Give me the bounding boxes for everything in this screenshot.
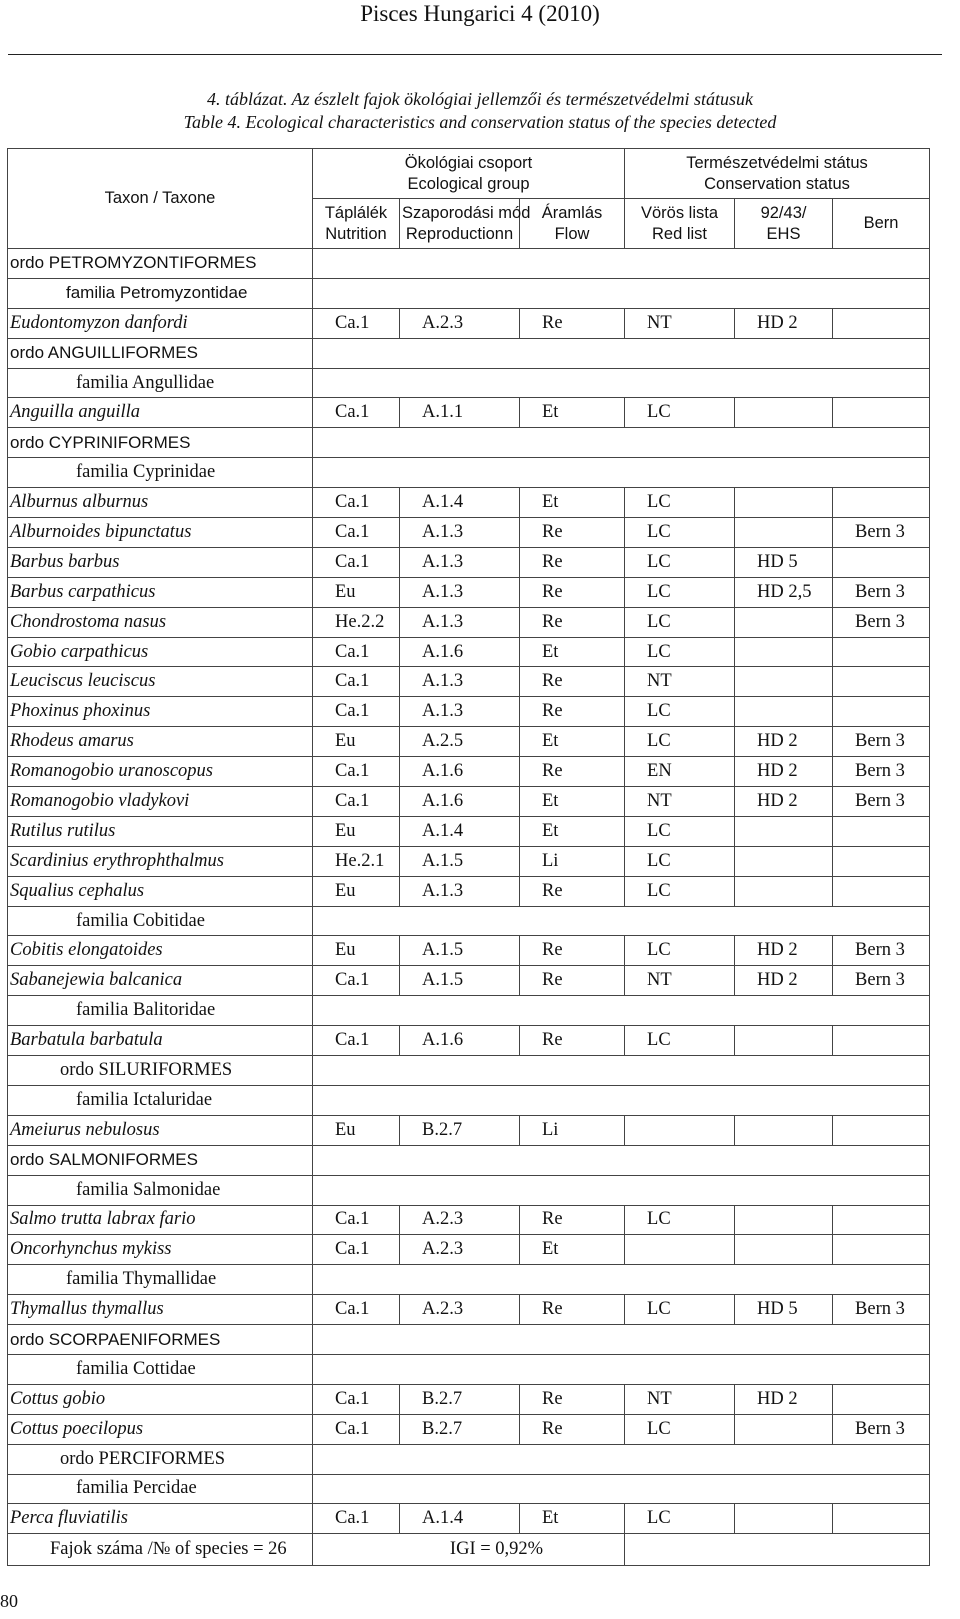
red-list-cell: LC (625, 1414, 735, 1444)
ordo-row (8, 428, 930, 458)
flow-cell: Li (520, 846, 625, 876)
familia-name: familia Balitoridae (8, 996, 313, 1026)
red-list-cell: NT (625, 1384, 735, 1414)
species-name: Thymallus thymallus (8, 1295, 313, 1325)
red-list-cell: LC (625, 488, 735, 518)
red-list-cell: LC (625, 518, 735, 548)
ehs-cell (735, 1235, 833, 1265)
ehs-cell (735, 518, 833, 548)
red-list-cell: LC (625, 637, 735, 667)
species-row (8, 518, 930, 548)
empty-cell (313, 996, 930, 1026)
nutrition-cell: Eu (313, 727, 400, 757)
red-list-cell: NT (625, 787, 735, 817)
species-row (8, 1414, 930, 1444)
total-empty (625, 1534, 930, 1566)
species-row (8, 637, 930, 667)
species-row (8, 846, 930, 876)
red-list-cell: NT (625, 966, 735, 996)
species-name: Oncorhynchus mykiss (8, 1235, 313, 1265)
flow-cell: Li (520, 1115, 625, 1145)
species-count: Fajok száma /№ of species = 26 (8, 1534, 313, 1566)
species-name: Perca fluviatilis (8, 1504, 313, 1534)
flow-cell: Re (520, 308, 625, 338)
species-name: Barbus barbus (8, 547, 313, 577)
empty-cell (313, 1265, 930, 1295)
flow-cell: Re (520, 757, 625, 787)
red-list-cell: NT (625, 308, 735, 338)
header-reproduction (400, 199, 531, 249)
familia-row (8, 996, 930, 1026)
ehs-cell: HD 2 (735, 936, 833, 966)
nutrition-cell: Ca.1 (313, 398, 400, 428)
reproduction-cell: A.1.1 (400, 398, 520, 428)
reproduction-cell: A.1.4 (400, 816, 520, 846)
empty-cell (313, 1145, 930, 1175)
bern-cell (833, 637, 930, 667)
nutrition-cell: Ca.1 (313, 1205, 400, 1235)
red-list-cell: LC (625, 1504, 735, 1534)
reproduction-cell: A.1.4 (400, 1504, 520, 1534)
header-redlist-hu: Vörös lista (641, 203, 719, 222)
table-caption (0, 88, 960, 134)
nutrition-cell: Eu (313, 816, 400, 846)
red-list-cell: LC (625, 697, 735, 727)
species-name: Eudontomyzon danfordi (8, 308, 313, 338)
flow-cell: Re (520, 1414, 625, 1444)
caption-english: Table 4. Ecological characteristics and conservation status of the species detected (183, 112, 777, 132)
ordo-name: ordo SILURIFORMES (8, 1056, 313, 1086)
flow-cell: Re (520, 1384, 625, 1414)
species-row (8, 936, 930, 966)
reproduction-cell: A.1.3 (400, 667, 520, 697)
reproduction-cell: A.1.4 (400, 488, 520, 518)
species-row (8, 1026, 930, 1056)
reproduction-cell: A.2.3 (400, 1205, 520, 1235)
ehs-cell: HD 2 (735, 1384, 833, 1414)
ehs-cell: HD 2,5 (735, 577, 833, 607)
reproduction-cell: A.1.3 (400, 697, 520, 727)
flow-cell: Et (520, 727, 625, 757)
nutrition-cell: He.2.1 (313, 846, 400, 876)
header-nutrition (313, 199, 400, 249)
reproduction-cell: B.2.7 (400, 1384, 520, 1414)
species-name: Squalius cephalus (8, 876, 313, 906)
empty-cell (313, 1056, 930, 1086)
species-row (8, 966, 930, 996)
flow-cell: Re (520, 547, 625, 577)
header-repro-en: Reproductionn (405, 224, 514, 243)
header-red-list (625, 199, 735, 249)
nutrition-cell: Eu (313, 876, 400, 906)
nutrition-cell: Ca.1 (313, 757, 400, 787)
empty-cell (313, 1175, 930, 1205)
nutrition-cell: Eu (313, 1115, 400, 1145)
species-name: Alburnus alburnus (8, 488, 313, 518)
reproduction-cell: A.1.6 (400, 787, 520, 817)
flow-cell: Re (520, 876, 625, 906)
species-name: Scardinius erythrophthalmus (8, 846, 313, 876)
red-list-cell: LC (625, 846, 735, 876)
bern-cell (833, 1026, 930, 1056)
reproduction-cell: A.1.3 (400, 547, 520, 577)
ehs-cell (735, 637, 833, 667)
flow-cell: Et (520, 488, 625, 518)
familia-row (8, 458, 930, 488)
reproduction-cell: A.1.5 (400, 846, 520, 876)
reproduction-cell: A.2.3 (400, 1235, 520, 1265)
bern-cell (833, 1235, 930, 1265)
header-ehs (735, 199, 833, 249)
reproduction-cell: A.1.5 (400, 966, 520, 996)
species-row (8, 1205, 930, 1235)
bern-cell: Bern 3 (833, 518, 930, 548)
header-flow-hu: Áramlás (541, 203, 603, 222)
bern-cell: Bern 3 (833, 1295, 930, 1325)
species-name: Gobio carpathicus (8, 637, 313, 667)
red-list-cell: LC (625, 547, 735, 577)
ehs-cell: HD 2 (735, 787, 833, 817)
empty-cell (313, 1325, 930, 1355)
species-row (8, 577, 930, 607)
empty-cell (313, 249, 930, 279)
species-name: Barbus carpathicus (8, 577, 313, 607)
nutrition-cell: Ca.1 (313, 667, 400, 697)
familia-name: familia Angullidae (8, 368, 313, 398)
red-list-cell: LC (625, 876, 735, 906)
ordo-row (8, 1444, 930, 1474)
familia-row (8, 1175, 930, 1205)
flow-cell: Et (520, 787, 625, 817)
caption-hungarian: 4. táblázat. Az észlelt fajok ökológiai jellemzői és természetvédelmi státusuk (206, 89, 754, 109)
red-list-cell: LC (625, 1295, 735, 1325)
red-list-cell: LC (625, 816, 735, 846)
nutrition-cell: Ca.1 (313, 787, 400, 817)
ehs-cell (735, 667, 833, 697)
bern-cell (833, 488, 930, 518)
ordo-name: ordo PERCIFORMES (8, 1444, 313, 1474)
ordo-row (8, 249, 930, 279)
bern-cell: Bern 3 (833, 1414, 930, 1444)
species-row (8, 1504, 930, 1534)
bern-cell (833, 876, 930, 906)
bern-cell: Bern 3 (833, 727, 930, 757)
red-list-cell: LC (625, 607, 735, 637)
ehs-cell: HD 5 (735, 1295, 833, 1325)
header-eco-group-hu: Ökológiai csoport (404, 153, 533, 172)
familia-row (8, 1085, 930, 1115)
species-table (7, 148, 930, 1566)
bern-cell (833, 398, 930, 428)
ordo-row (8, 1325, 930, 1355)
reproduction-cell: A.1.6 (400, 637, 520, 667)
bern-cell (833, 667, 930, 697)
ordo-row (8, 1145, 930, 1175)
journal-title: Pisces Hungarici 4 (2010) (360, 1, 600, 26)
familia-name: familia Cobitidae (8, 906, 313, 936)
flow-cell: Re (520, 518, 625, 548)
flow-cell: Et (520, 637, 625, 667)
familia-name: familia Cyprinidae (8, 458, 313, 488)
empty-cell (313, 338, 930, 368)
empty-cell (313, 906, 930, 936)
species-name: Cottus poecilopus (8, 1414, 313, 1444)
nutrition-cell: Ca.1 (313, 547, 400, 577)
species-name: Romanogobio uranoscopus (8, 757, 313, 787)
header-redlist-en: Red list (652, 224, 708, 243)
ehs-cell: HD 2 (735, 757, 833, 787)
familia-name: familia Thymallidae (8, 1265, 313, 1295)
nutrition-cell: Ca.1 (313, 488, 400, 518)
species-name: Barbatula barbatula (8, 1026, 313, 1056)
ehs-cell (735, 1115, 833, 1145)
species-row (8, 1384, 930, 1414)
species-row (8, 1115, 930, 1145)
header-ehs-1: 92/43/ (760, 203, 807, 222)
reproduction-cell: A.1.6 (400, 1026, 520, 1056)
bern-cell (833, 846, 930, 876)
header-ecological-group (313, 149, 625, 199)
nutrition-cell: Ca.1 (313, 1414, 400, 1444)
ehs-cell (735, 1414, 833, 1444)
total-row (8, 1534, 930, 1566)
empty-cell (313, 1444, 930, 1474)
familia-row (8, 278, 930, 308)
species-name: Phoxinus phoxinus (8, 697, 313, 727)
red-list-cell: LC (625, 398, 735, 428)
species-name: Ameiurus nebulosus (8, 1115, 313, 1145)
species-name: Cobitis elongatoides (8, 936, 313, 966)
red-list-cell: EN (625, 757, 735, 787)
empty-cell (313, 1354, 930, 1384)
flow-cell: Re (520, 966, 625, 996)
ordo-row (8, 1056, 930, 1086)
red-list-cell (625, 1235, 735, 1265)
species-row (8, 816, 930, 846)
flow-cell: Re (520, 697, 625, 727)
familia-row (8, 906, 930, 936)
species-row (8, 727, 930, 757)
reproduction-cell: A.1.3 (400, 876, 520, 906)
bern-cell (833, 816, 930, 846)
species-row (8, 488, 930, 518)
species-name: Sabanejewia balcanica (8, 966, 313, 996)
header-flow-en: Flow (554, 224, 590, 243)
header-repro-hu: Szaporodási mód (402, 203, 531, 222)
reproduction-cell: B.2.7 (400, 1414, 520, 1444)
ehs-cell (735, 876, 833, 906)
species-name: Alburnoides bipunctatus (8, 518, 313, 548)
ehs-cell: HD 5 (735, 547, 833, 577)
nutrition-cell: Ca.1 (313, 637, 400, 667)
flow-cell: Re (520, 936, 625, 966)
empty-cell (313, 1474, 930, 1504)
empty-cell (313, 278, 930, 308)
ordo-name: ordo CYPRINIFORMES (8, 428, 313, 458)
bern-cell: Bern 3 (833, 787, 930, 817)
flow-cell: Et (520, 398, 625, 428)
familia-row (8, 1474, 930, 1504)
nutrition-cell: Ca.1 (313, 1026, 400, 1056)
species-row (8, 697, 930, 727)
nutrition-cell: Ca.1 (313, 308, 400, 338)
species-row (8, 757, 930, 787)
nutrition-cell: Eu (313, 936, 400, 966)
ordo-row (8, 338, 930, 368)
ordo-name: ordo PETROMYZONTIFORMES (8, 249, 313, 279)
header-nutrition-hu: Táplálék (324, 203, 388, 222)
species-name: Cottus gobio (8, 1384, 313, 1414)
red-list-cell: LC (625, 727, 735, 757)
species-name: Chondrostoma nasus (8, 607, 313, 637)
flow-cell: Re (520, 1295, 625, 1325)
species-name: Rutilus rutilus (8, 816, 313, 846)
species-name: Romanogobio vladykovi (8, 787, 313, 817)
page-number: 80 (0, 1591, 18, 1611)
species-name: Anguilla anguilla (8, 398, 313, 428)
empty-cell (313, 368, 930, 398)
reproduction-cell: A.2.3 (400, 1295, 520, 1325)
species-name: Salmo trutta labrax fario (8, 1205, 313, 1235)
reproduction-cell: B.2.7 (400, 1115, 520, 1145)
empty-cell (313, 1085, 930, 1115)
species-row (8, 1295, 930, 1325)
table-body (8, 249, 930, 1534)
igi-value: IGI = 0,92% (313, 1534, 625, 1566)
flow-cell: Et (520, 1504, 625, 1534)
ordo-name: ordo SALMONIFORMES (8, 1145, 313, 1175)
ehs-cell (735, 816, 833, 846)
familia-name: familia Petromyzontidae (8, 278, 313, 308)
header-rule (8, 54, 942, 55)
bern-cell (833, 1504, 930, 1534)
ehs-cell (735, 398, 833, 428)
reproduction-cell: A.2.3 (400, 308, 520, 338)
bern-cell: Bern 3 (833, 966, 930, 996)
nutrition-cell: Ca.1 (313, 1295, 400, 1325)
red-list-cell: LC (625, 1026, 735, 1056)
ehs-cell (735, 1205, 833, 1235)
red-list-cell: LC (625, 936, 735, 966)
nutrition-cell: Ca.1 (313, 1235, 400, 1265)
familia-row (8, 368, 930, 398)
species-row (8, 667, 930, 697)
species-row (8, 876, 930, 906)
ordo-name: ordo ANGUILLIFORMES (8, 338, 313, 368)
header-ehs-2: EHS (766, 224, 801, 243)
familia-name: familia Salmonidae (8, 1175, 313, 1205)
species-row (8, 398, 930, 428)
familia-name: familia Cottidae (8, 1354, 313, 1384)
species-row (8, 308, 930, 338)
bern-cell (833, 1205, 930, 1235)
header-flow (520, 199, 625, 249)
nutrition-cell: Ca.1 (313, 697, 400, 727)
ehs-cell (735, 1026, 833, 1056)
species-row (8, 787, 930, 817)
familia-name: familia Ictaluridae (8, 1085, 313, 1115)
reproduction-cell: A.2.5 (400, 727, 520, 757)
nutrition-cell: Ca.1 (313, 518, 400, 548)
ehs-cell: HD 2 (735, 308, 833, 338)
ehs-cell (735, 607, 833, 637)
header-bern: Bern (833, 199, 930, 249)
bern-cell: Bern 3 (833, 936, 930, 966)
bern-cell (833, 547, 930, 577)
flow-cell: Re (520, 667, 625, 697)
red-list-cell: LC (625, 577, 735, 607)
flow-cell: Et (520, 1235, 625, 1265)
nutrition-cell: Ca.1 (313, 1504, 400, 1534)
ordo-name: ordo SCORPAENIFORMES (8, 1325, 313, 1355)
bern-cell (833, 1384, 930, 1414)
nutrition-cell: Ca.1 (313, 966, 400, 996)
flow-cell: Et (520, 816, 625, 846)
header-cons-status-hu: Természetvédelmi státus (686, 153, 868, 172)
red-list-cell (625, 1115, 735, 1145)
bern-cell (833, 1115, 930, 1145)
species-row (8, 547, 930, 577)
ehs-cell (735, 697, 833, 727)
ehs-cell: HD 2 (735, 727, 833, 757)
red-list-cell: LC (625, 1205, 735, 1235)
ehs-cell (735, 488, 833, 518)
header-eco-group-en: Ecological group (407, 174, 530, 193)
empty-cell (313, 458, 930, 488)
empty-cell (313, 428, 930, 458)
ehs-cell: HD 2 (735, 966, 833, 996)
header-taxon: Taxon / Taxone (8, 149, 313, 249)
ehs-cell (735, 846, 833, 876)
red-list-cell: NT (625, 667, 735, 697)
species-row (8, 1235, 930, 1265)
header-conservation-status (625, 149, 930, 199)
species-name: Rhodeus amarus (8, 727, 313, 757)
familia-row (8, 1354, 930, 1384)
bern-cell: Bern 3 (833, 577, 930, 607)
header-nutrition-en: Nutrition (325, 224, 387, 243)
bern-cell (833, 697, 930, 727)
reproduction-cell: A.1.6 (400, 757, 520, 787)
reproduction-cell: A.1.3 (400, 518, 520, 548)
nutrition-cell: Eu (313, 577, 400, 607)
nutrition-cell: Ca.1 (313, 1384, 400, 1414)
flow-cell: Re (520, 1205, 625, 1235)
nutrition-cell: He.2.2 (313, 607, 400, 637)
species-name: Leuciscus leuciscus (8, 667, 313, 697)
species-row (8, 607, 930, 637)
reproduction-cell: A.1.3 (400, 577, 520, 607)
flow-cell: Re (520, 1026, 625, 1056)
flow-cell: Re (520, 607, 625, 637)
flow-cell: Re (520, 577, 625, 607)
reproduction-cell: A.1.3 (400, 607, 520, 637)
reproduction-cell: A.1.5 (400, 936, 520, 966)
familia-name: familia Percidae (8, 1474, 313, 1504)
familia-row (8, 1265, 930, 1295)
bern-cell: Bern 3 (833, 757, 930, 787)
bern-cell (833, 308, 930, 338)
header-cons-status-en: Conservation status (704, 174, 850, 193)
ehs-cell (735, 1504, 833, 1534)
bern-cell: Bern 3 (833, 607, 930, 637)
